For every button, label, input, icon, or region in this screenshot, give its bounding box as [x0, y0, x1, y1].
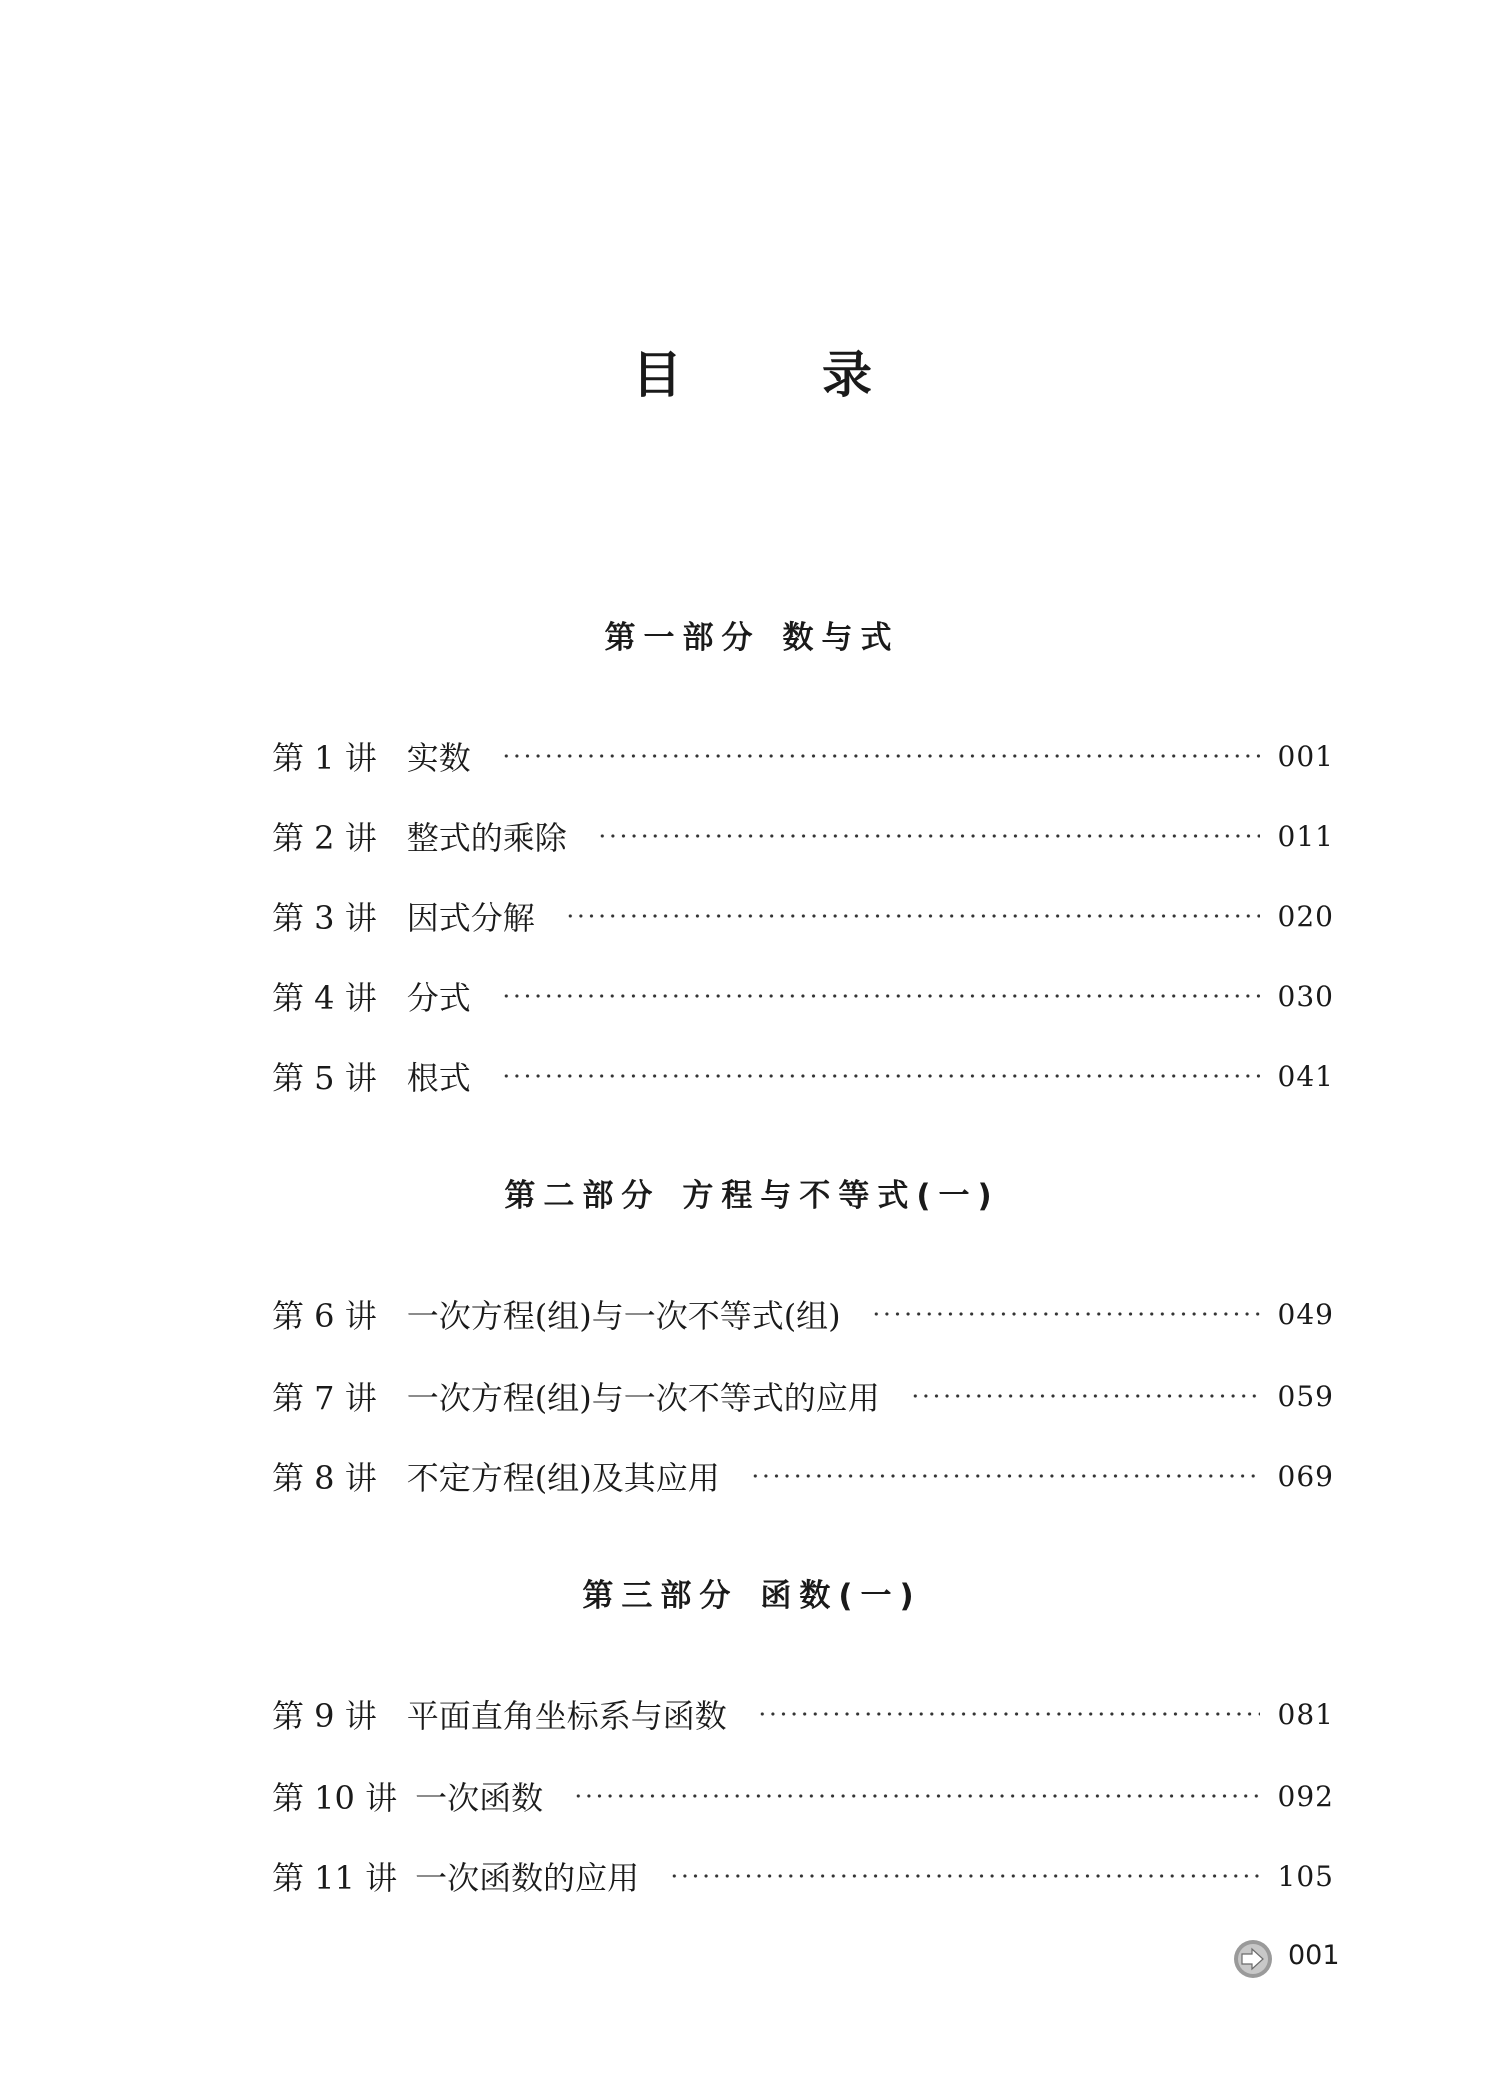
section-name: 方程与不等式(一) — [682, 1178, 1000, 1214]
footer-page-number: 001 — [1288, 1940, 1340, 1971]
toc-lecture-number: 第 10 讲 — [272, 1779, 398, 1817]
toc-entry[interactable] — [272, 734, 1334, 778]
toc-entry-title: 根式 — [406, 1059, 471, 1097]
toc-page-number: 049 — [1277, 1297, 1334, 1331]
toc-lecture-number: 第 6 讲 — [272, 1297, 377, 1335]
toc-entry[interactable] — [272, 894, 1334, 938]
toc-dot-leader — [750, 1474, 1260, 1478]
toc-entry[interactable] — [272, 1774, 1334, 1818]
toc-page-number: 020 — [1277, 899, 1334, 933]
section-title-part-3 — [0, 1570, 1504, 1615]
toc-page-number: 011 — [1277, 819, 1334, 853]
toc-lecture-number: 第 11 讲 — [272, 1859, 398, 1897]
toc-dot-leader — [871, 1312, 1260, 1316]
toc-dot-leader — [597, 834, 1260, 838]
toc-dot-leader — [757, 1712, 1260, 1716]
toc-page-number: 059 — [1277, 1379, 1334, 1413]
toc-entry-title: 整式的乘除 — [406, 819, 567, 857]
page-title — [0, 335, 1504, 407]
toc-entry-title: 一次方程(组)与一次不等式的应用 — [406, 1379, 880, 1417]
toc-entry-title: 一次函数 — [415, 1779, 544, 1817]
toc-page-number: 069 — [1277, 1459, 1334, 1493]
section-part-label: 第三部分 — [582, 1578, 739, 1614]
toc-page-number: 030 — [1277, 979, 1334, 1013]
toc-lecture-number: 第 8 讲 — [272, 1459, 377, 1497]
page-title-left: 目 — [632, 346, 682, 404]
toc-entry[interactable] — [272, 1292, 1334, 1336]
toc-entry[interactable] — [272, 1692, 1334, 1736]
toc-page-number: 001 — [1277, 739, 1334, 773]
toc-dot-leader — [910, 1394, 1260, 1398]
toc-dot-leader — [501, 754, 1260, 758]
toc-entry[interactable] — [272, 1454, 1334, 1498]
toc-entry-title: 不定方程(组)及其应用 — [406, 1459, 720, 1497]
toc-entry[interactable] — [272, 1374, 1334, 1418]
toc-lecture-number: 第 1 讲 — [272, 739, 377, 777]
toc-entry[interactable] — [272, 814, 1334, 858]
toc-entry[interactable] — [272, 1854, 1334, 1898]
toc-page-number: 041 — [1277, 1059, 1334, 1093]
toc-dot-leader — [573, 1794, 1259, 1798]
section-part-label: 第一部分 — [604, 620, 761, 656]
toc-dot-leader — [669, 1874, 1259, 1878]
toc-dot-leader — [565, 914, 1260, 918]
toc-page-number: 092 — [1277, 1779, 1334, 1813]
toc-entry-title: 分式 — [406, 979, 471, 1017]
toc-entry-title: 实数 — [406, 739, 471, 777]
toc-entry-title: 因式分解 — [406, 899, 535, 937]
toc-entry-title: 平面直角坐标系与函数 — [406, 1697, 727, 1735]
toc-page-number: 081 — [1277, 1697, 1334, 1731]
section-name: 函数(一) — [760, 1578, 922, 1614]
toc-entry-title: 一次方程(组)与一次不等式(组) — [406, 1297, 841, 1335]
toc-entry-title: 一次函数的应用 — [415, 1859, 640, 1897]
section-title-part-1 — [0, 612, 1504, 657]
page-title-right: 录 — [822, 346, 872, 404]
section-part-label: 第二部分 — [504, 1178, 661, 1214]
toc-dot-leader — [501, 1074, 1260, 1078]
arrow-right-circle-icon — [1232, 1938, 1274, 1980]
toc-entry[interactable] — [272, 974, 1334, 1018]
toc-lecture-number: 第 5 讲 — [272, 1059, 377, 1097]
toc-lecture-number: 第 9 讲 — [272, 1697, 377, 1735]
toc-entry[interactable] — [272, 1054, 1334, 1098]
toc-lecture-number: 第 3 讲 — [272, 899, 377, 937]
toc-lecture-number: 第 2 讲 — [272, 819, 377, 857]
toc-dot-leader — [501, 994, 1260, 998]
toc-lecture-number: 第 4 讲 — [272, 979, 377, 1017]
section-name: 数与式 — [782, 620, 900, 656]
toc-page-number: 105 — [1277, 1859, 1334, 1893]
toc-lecture-number: 第 7 讲 — [272, 1379, 377, 1417]
section-title-part-2 — [0, 1170, 1504, 1215]
